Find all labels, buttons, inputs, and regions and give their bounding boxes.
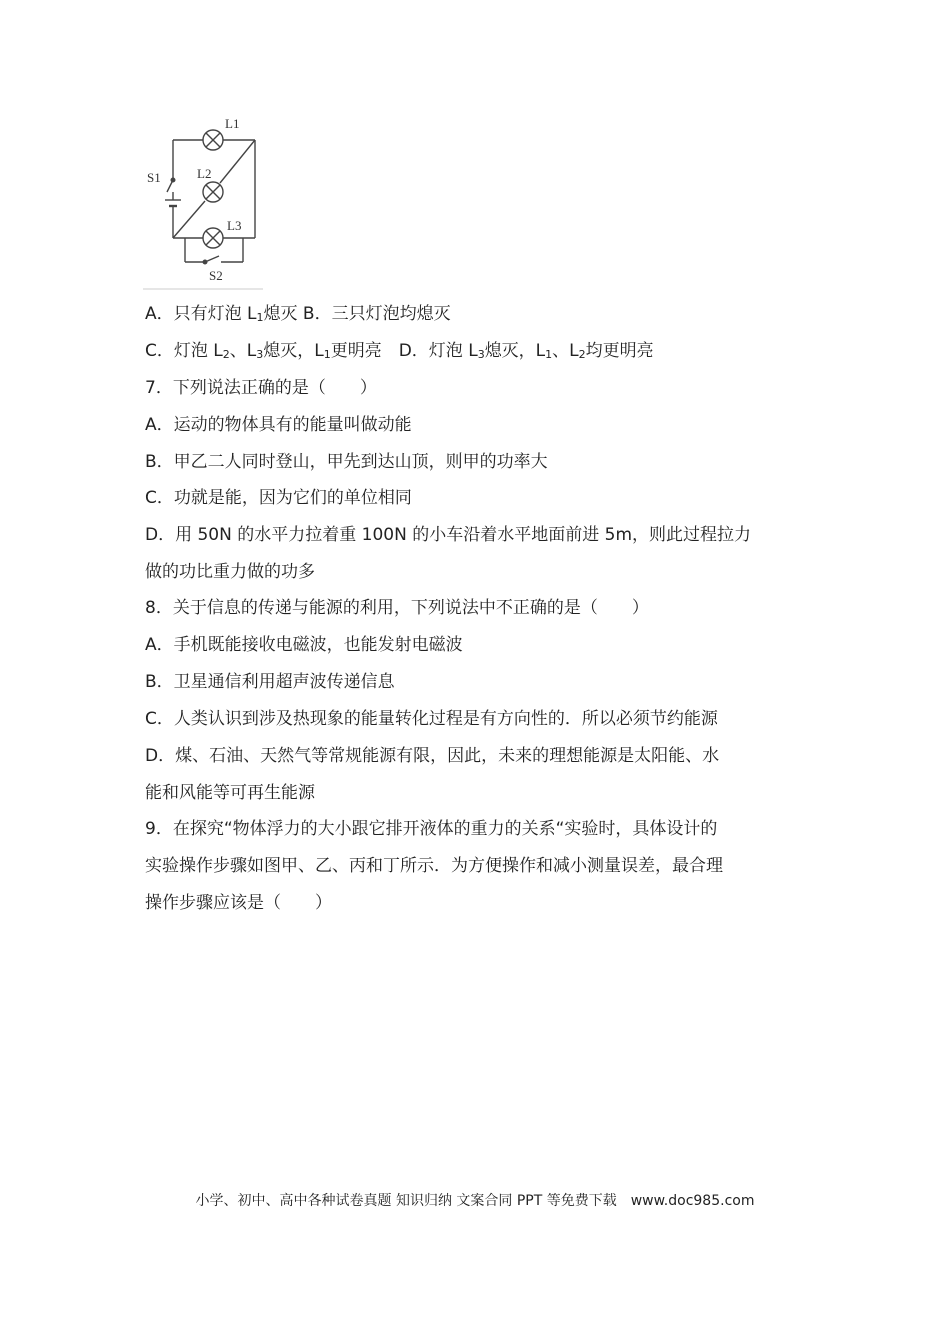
- wire-diagonal-upper: [220, 140, 255, 183]
- q7-option-c: C．功就是能，因为它们的单位相同: [145, 488, 412, 508]
- switch-s2-pivot: [203, 260, 207, 264]
- circuit-diagram: [143, 112, 265, 290]
- q9-stem-line3: 操作步骤应该是（ ）: [145, 893, 332, 913]
- wire-diagonal-lower: [173, 201, 205, 238]
- q8-option-d-line2: 能和风能等可再生能源: [145, 783, 315, 803]
- q8-option-b: B．卫星通信利用超声波传递信息: [145, 672, 395, 692]
- q8-option-d-line1: D．煤、石油、天然气等常规能源有限，因此，未来的理想能源是太阳能、水: [145, 746, 720, 766]
- q9-stem-line2: 实验操作步骤如图甲、乙、丙和丁所示．为方便操作和减小测量误差，最合理: [145, 856, 723, 876]
- lamp-l2-icon: [203, 182, 223, 202]
- q6-option-a-b: A．只有灯泡 $L_1$熄灭 B．三只灯泡均熄灭: [145, 304, 451, 324]
- q7-option-b: B．甲乙二人同时登山，甲先到达山顶，则甲的功率大: [145, 452, 548, 472]
- label-l2: L2: [197, 166, 212, 181]
- q7-option-d-line1: D．用 50N 的水平力拉着重 100N 的小车沿着水平地面前进 5m，则此过程拉力: [145, 525, 751, 545]
- page-footer: 小学、初中、高中各种试卷真题 知识归纳 文案合同 PPT 等免费下载 www.doc985.com: [195, 1193, 755, 1209]
- q6-option-c-d: C．灯泡 $L_2$、$L_3$熄灭，$L_1$更明亮 D．灯泡 $L_3$熄灭，$L_1$、$L_2$均更明亮: [145, 341, 654, 361]
- q9-stem-line1: 9．在探究“物体浮力的大小跟它排开液体的重力的关系“实验时，具体设计的: [145, 819, 718, 839]
- q7-option-a: A．运动的物体具有的能量叫做动能: [145, 415, 412, 435]
- label-l1: L1: [225, 116, 240, 131]
- q7-stem: 7．下列说法正确的是（ ）: [145, 378, 377, 398]
- switch-s1-pivot: [171, 178, 175, 182]
- label-s1: S1: [147, 170, 161, 185]
- lamp-l3-icon: [203, 228, 223, 248]
- q8-option-a: A．手机既能接收电磁波，也能发射电磁波: [145, 635, 463, 655]
- q8-stem: 8．关于信息的传递与能源的利用，下列说法中不正确的是（ ）: [145, 598, 649, 618]
- lamp-l1-icon: [203, 130, 223, 150]
- label-l3: L3: [227, 218, 242, 233]
- q7-option-d-line2: 做的功比重力做的功多: [145, 562, 315, 582]
- q8-option-c: C．人类认识到涉及热现象的能量转化过程是有方向性的．所以必须节约能源: [145, 709, 718, 729]
- label-s2: S2: [209, 268, 223, 283]
